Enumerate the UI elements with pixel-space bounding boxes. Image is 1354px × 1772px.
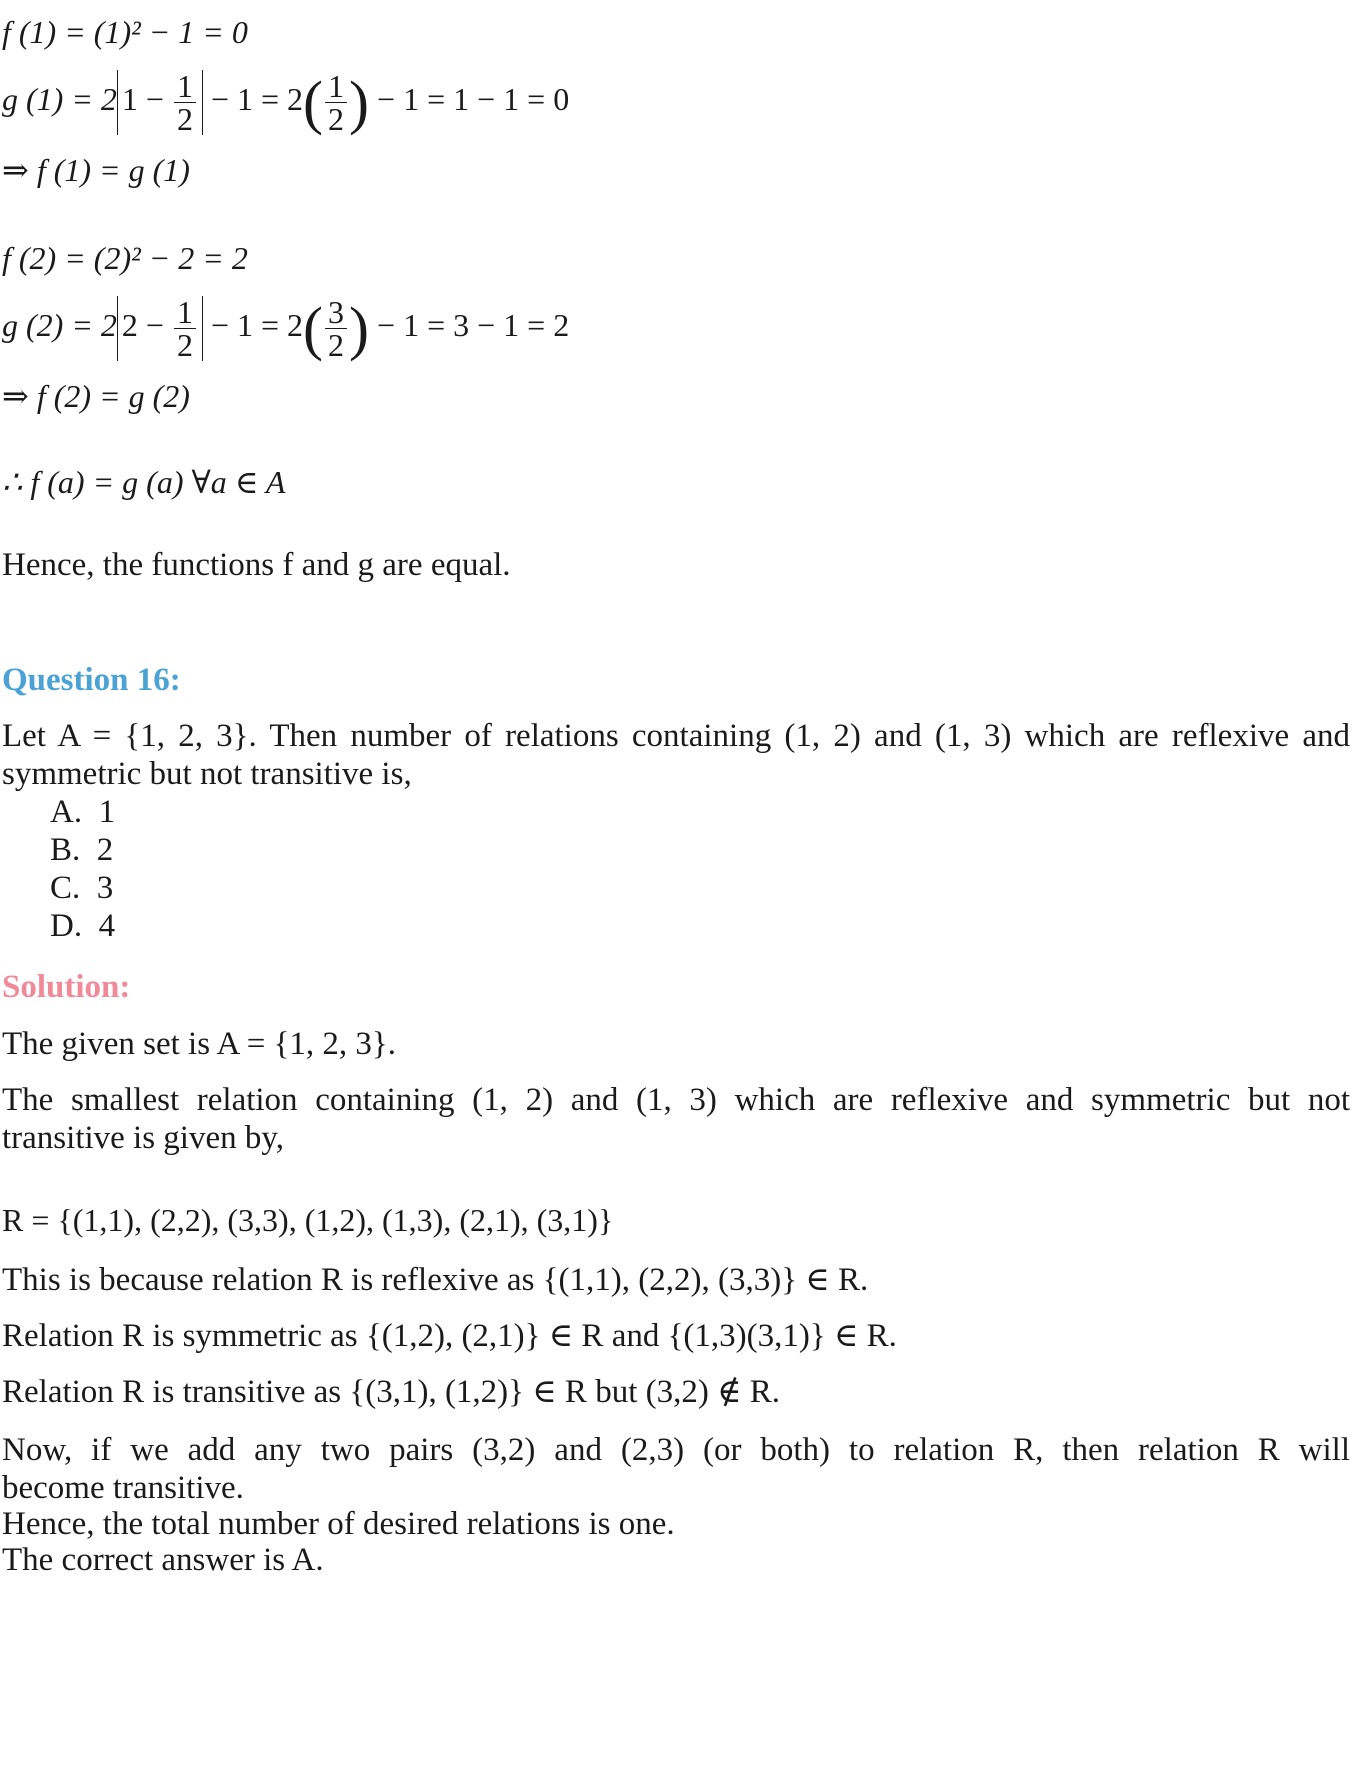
option-b: B. 2	[50, 832, 114, 868]
option-d: D. 4	[50, 908, 116, 944]
question-text-line-1: Let A = {1, 2, 3}. Then number of relations containing (1, 2) and (1, 3) which are reflexive and	[2, 718, 1350, 754]
equation-f2: f (2) = (2)² − 2 = 2	[2, 240, 248, 276]
option-c: C. 3	[50, 870, 114, 906]
equation-therefore: ∴ f (a) = g (a) ∀a ∈ A	[2, 464, 286, 500]
equation-g2: g (2) = 2 2 − $\frac{1}{2}$ − 1 = 2( $\frac{3}{2}$ ) − 1 = 3 − 1 = 2	[2, 294, 570, 363]
solution-line-3: transitive is given by,	[2, 1120, 284, 1156]
fraction: $\frac{1}{2}$	[174, 296, 196, 361]
relation-definition: R = {(1,1), (2,2), (3,3), (1,2), (1,3), (2,1), (3,1)}	[2, 1202, 614, 1238]
solution-line-7: Now, if we add any two pairs (3,2) and (2,3) (or both) to relation R, then relation R will	[2, 1432, 1350, 1468]
equation-implies-1: ⇒ f (1) = g (1)	[2, 152, 190, 188]
absolute-value: 2 − $\frac{1}{2}$	[117, 296, 203, 361]
solution-line-10: The correct answer is A.	[2, 1542, 324, 1578]
solution-line-4: This is because relation R is reflexive as {(1,1), (2,2), (3,3)} ∈ R.	[2, 1262, 869, 1298]
option-a: A. 1	[50, 794, 116, 830]
solution-line-1: The given set is A = {1, 2, 3}.	[2, 1026, 397, 1062]
fraction: $\frac{3}{2}$	[325, 296, 347, 361]
solution-line-8: become transitive.	[2, 1470, 244, 1506]
conclusion-text: Hence, the functions f and g are equal.	[2, 547, 511, 583]
equation-implies-2: ⇒ f (2) = g (2)	[2, 378, 190, 414]
solution-line-6: Relation R is transitive as {(3,1), (1,2)} ∈ R but (3,2) ∉ R.	[2, 1374, 781, 1410]
absolute-value: 1 − $\frac{1}{2}$	[117, 70, 203, 135]
solution-heading: Solution:	[2, 969, 131, 1005]
fraction: $\frac{1}{2}$	[325, 70, 347, 135]
question-heading: Question 16:	[2, 662, 181, 698]
equation-f1: f (1) = (1)² − 1 = 0	[2, 14, 248, 50]
solution-line-9: Hence, the total number of desired relations is one.	[2, 1506, 675, 1542]
fraction: $\frac{1}{2}$	[174, 70, 196, 135]
equation-g1: g (1) = 2 1 − $\frac{1}{2}$ − 1 = 2( $\frac{1}{2}$ ) − 1 = 1 − 1 = 0	[2, 68, 570, 137]
solution-line-2: The smallest relation containing (1, 2) and (1, 3) which are reflexive and symmetric but not	[2, 1082, 1350, 1118]
solution-line-5: Relation R is symmetric as {(1,2), (2,1)} ∈ R and {(1,3)(3,1)} ∈ R.	[2, 1318, 897, 1354]
question-text-line-2: symmetric but not transitive is,	[2, 756, 412, 792]
